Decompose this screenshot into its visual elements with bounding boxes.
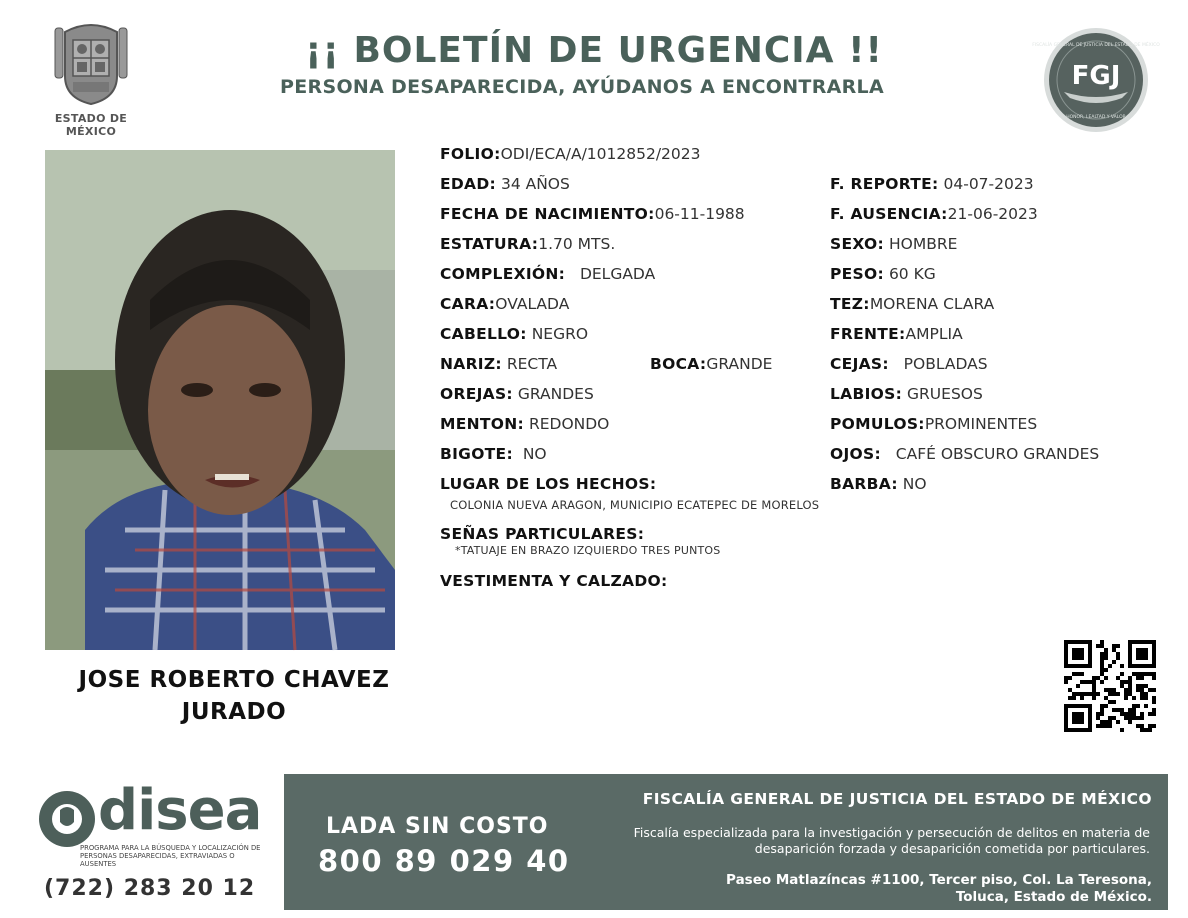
tez-label: TEZ: bbox=[830, 295, 870, 313]
boca-value: GRANDE bbox=[706, 355, 773, 373]
field-lugar bbox=[440, 475, 656, 493]
person-name-line1: JOSE ROBERTO CHAVEZ bbox=[78, 667, 390, 693]
frente-label: FRENTE: bbox=[830, 325, 906, 343]
barba-label: BARBA: bbox=[830, 475, 898, 493]
field-folio bbox=[440, 145, 701, 163]
bigote-label: BIGOTE: bbox=[440, 445, 513, 463]
field-complexion bbox=[440, 265, 655, 283]
fgj-logo bbox=[1032, 26, 1160, 134]
complexion-label: COMPLEXIÓN: bbox=[440, 265, 566, 283]
field-ojos bbox=[830, 445, 1099, 463]
address-line1: Paseo Matlazíncas #1100, Tercer piso, Col. La Teresona, bbox=[726, 872, 1152, 888]
lugar-label: LUGAR DE LOS HECHOS: bbox=[440, 475, 657, 493]
lada-number[interactable]: 800 89 029 40 bbox=[318, 844, 570, 878]
odisea-logo bbox=[36, 778, 272, 868]
ausencia-value: 21-06-2023 bbox=[947, 205, 1038, 223]
cabello-label: CABELLO: bbox=[440, 325, 527, 343]
senas-label: SEÑAS PARTICULARES: bbox=[440, 525, 645, 543]
ojos-label: OJOS: bbox=[830, 445, 881, 463]
peso-value: 60 KG bbox=[888, 265, 936, 283]
bulletin-title: ¡¡ BOLETÍN DE URGENCIA !! bbox=[305, 30, 883, 71]
bulletin-subtitle: PERSONA DESAPARECIDA, AYÚDANOS A ENCONTRARLA bbox=[280, 76, 884, 98]
field-boca bbox=[650, 355, 772, 373]
labios-value: GRUESOS bbox=[907, 385, 983, 403]
field-menton bbox=[440, 415, 609, 433]
cara-label: CARA: bbox=[440, 295, 496, 313]
menton-label: MENTON: bbox=[440, 415, 525, 433]
reporte-label: F. REPORTE: bbox=[830, 175, 939, 193]
vestimenta-label: VESTIMENTA Y CALZADO: bbox=[440, 572, 668, 590]
estatura-value: 1.70 MTS. bbox=[538, 235, 616, 253]
missing-person-photo bbox=[45, 150, 395, 650]
field-estatura bbox=[440, 235, 615, 253]
peso-label: PESO: bbox=[830, 265, 884, 283]
nariz-value: RECTA bbox=[506, 355, 558, 373]
field-vestimenta bbox=[440, 572, 667, 590]
field-ausencia bbox=[830, 205, 1038, 223]
odisea-wordmark: disea bbox=[98, 778, 262, 843]
odisea-pin-icon bbox=[36, 788, 98, 850]
cejas-value: POBLADAS bbox=[903, 355, 988, 373]
field-nacimiento bbox=[440, 205, 745, 223]
folio-value: ODI/ECA/A/1012852/2023 bbox=[500, 145, 701, 163]
field-senas bbox=[440, 525, 644, 543]
nacimiento-label: FECHA DE NACIMIENTO: bbox=[440, 205, 655, 223]
field-sexo bbox=[830, 235, 957, 253]
state-label: ESTADO DE MÉXICO bbox=[54, 112, 128, 138]
field-pomulos bbox=[830, 415, 1037, 433]
ausencia-label: F. AUSENCIA: bbox=[830, 205, 948, 223]
menton-value: REDONDO bbox=[528, 415, 610, 433]
orejas-value: GRANDES bbox=[517, 385, 594, 403]
qr-code[interactable] bbox=[1064, 640, 1156, 732]
tez-value: MORENA CLARA bbox=[869, 295, 995, 313]
bigote-value: NO bbox=[522, 445, 547, 463]
barba-value: NO bbox=[902, 475, 927, 493]
odisea-tagline: PROGRAMA PARA LA BÚSQUEDA Y LOCALIZACIÓN DE PERSONAS DESAPARECIDAS, EXTRAVIADAS O AUSENTES bbox=[80, 844, 261, 868]
field-peso bbox=[830, 265, 936, 283]
complexion-value: DELGADA bbox=[579, 265, 656, 283]
field-tez bbox=[830, 295, 994, 313]
folio-label: FOLIO: bbox=[440, 145, 501, 163]
fiscalia-heading: FISCALÍA GENERAL DE JUSTICIA DEL ESTADO DE MÉXICO bbox=[642, 790, 1152, 808]
reporte-value: 04-07-2023 bbox=[943, 175, 1034, 193]
labios-label: LABIOS: bbox=[830, 385, 903, 403]
fgj-motto: HONOR, LEALTAD Y VALOR bbox=[1066, 115, 1126, 120]
field-reporte bbox=[830, 175, 1034, 193]
sexo-label: SEXO: bbox=[830, 235, 885, 253]
fiscalia-address bbox=[592, 872, 1152, 906]
contact-banner bbox=[284, 774, 1168, 910]
field-cejas bbox=[830, 355, 988, 373]
address-line2: Toluca, Estado de México. bbox=[955, 889, 1152, 905]
cabello-value: NEGRO bbox=[531, 325, 589, 343]
pomulos-label: POMULOS: bbox=[830, 415, 925, 433]
edad-label: EDAD: bbox=[440, 175, 497, 193]
field-cara bbox=[440, 295, 569, 313]
orejas-label: OREJAS: bbox=[440, 385, 513, 403]
fgj-logo-text: FGJ bbox=[1071, 61, 1121, 91]
cara-value: OVALADA bbox=[495, 295, 570, 313]
field-frente bbox=[830, 325, 963, 343]
nariz-label: NARIZ: bbox=[440, 355, 502, 373]
lada-label: LADA SIN COSTO bbox=[326, 814, 549, 839]
person-name-line2: JURADO bbox=[181, 699, 287, 725]
fiscalia-description: Fiscalía especializada para la investigación y persecución de delitos en materia de desaparición forzada y desaparición cometida por particulares. bbox=[633, 825, 1150, 856]
ojos-value: CAFÉ OBSCURO GRANDES bbox=[895, 445, 1100, 463]
edad-value: 34 AÑOS bbox=[500, 175, 570, 193]
cejas-label: CEJAS: bbox=[830, 355, 889, 373]
local-phone[interactable]: (722) 283 20 12 bbox=[44, 876, 256, 901]
boca-label: BOCA: bbox=[650, 355, 707, 373]
sexo-value: HOMBRE bbox=[888, 235, 958, 253]
estatura-label: ESTATURA: bbox=[440, 235, 539, 253]
field-edad bbox=[440, 175, 570, 193]
frente-value: AMPLIA bbox=[905, 325, 963, 343]
pomulos-value: PROMINENTES bbox=[924, 415, 1038, 433]
fgj-ring-text: FISCALÍA GENERAL DE JUSTICIA DEL ESTADO DE MÉXICO bbox=[1032, 43, 1160, 48]
senas-value: *TATUAJE EN BRAZO IZQUIERDO TRES PUNTOS bbox=[455, 544, 721, 557]
field-labios bbox=[830, 385, 983, 403]
person-name bbox=[44, 664, 424, 728]
lugar-value: COLONIA NUEVA ARAGON, MUNICIPIO ECATEPEC DE MORELOS bbox=[450, 498, 820, 512]
field-bigote bbox=[440, 445, 547, 463]
nacimiento-value: 06-11-1988 bbox=[654, 205, 745, 223]
field-barba bbox=[830, 475, 927, 493]
field-nariz bbox=[440, 355, 557, 373]
field-cabello bbox=[440, 325, 588, 343]
field-orejas bbox=[440, 385, 594, 403]
